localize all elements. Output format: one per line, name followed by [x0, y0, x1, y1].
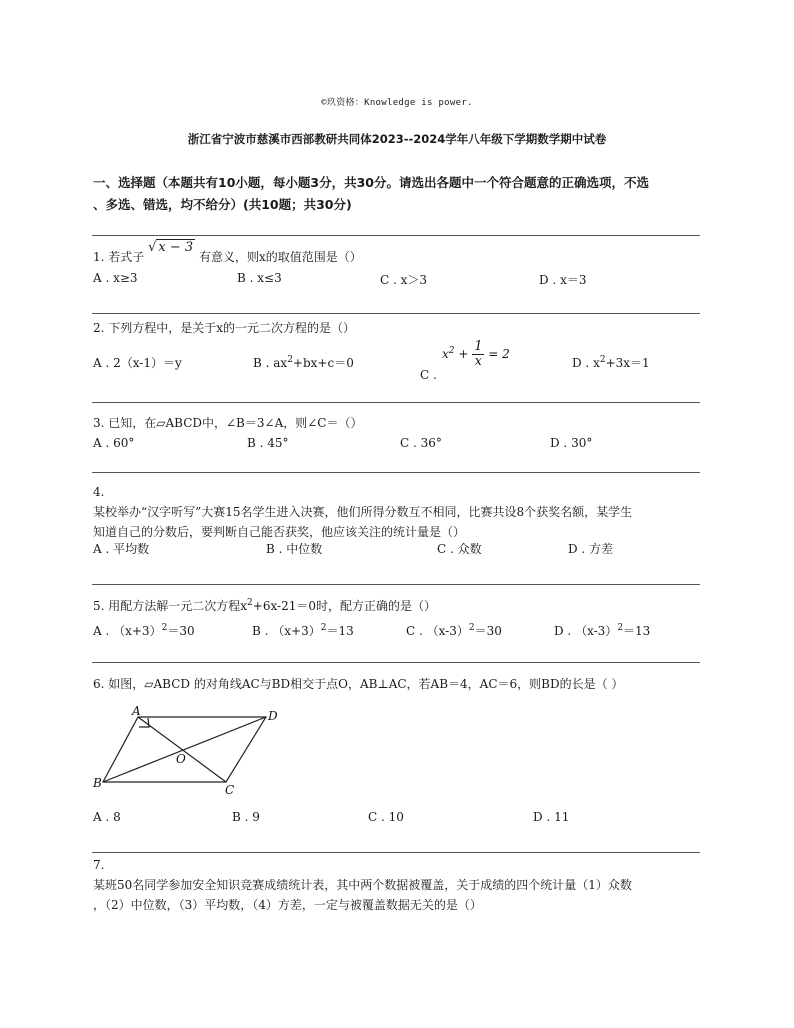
- q5-d-base: D . （x-3）: [554, 624, 618, 638]
- q5-b-exponent: 2: [320, 623, 327, 633]
- question-5: [93, 593, 705, 616]
- q5-d-rest: ＝13: [623, 624, 651, 638]
- q5-option-c[interactable]: [406, 622, 502, 639]
- question-1: [93, 240, 705, 268]
- q2-c-plus: +: [454, 347, 473, 361]
- question-7-number: 7.: [93, 858, 105, 872]
- question-2: 2. 下列方程中，是关于x的一元二次方程的是（）: [93, 321, 356, 335]
- vertex-label-a: A: [132, 705, 141, 718]
- question-5-prefix: 5. 用配方法解一元二次方程x: [93, 599, 248, 613]
- header-motto: ©玖资格：Knowledge is power.: [321, 98, 473, 108]
- fraction-numerator: 1: [474, 339, 483, 354]
- q2-c-x: x: [442, 347, 449, 361]
- question-7: [93, 855, 705, 915]
- parallelogram-figure: [88, 705, 298, 800]
- center-label-o: O: [176, 752, 186, 766]
- divider: [92, 313, 700, 314]
- question-4-line-1: 某校举办“汉字听写”大赛15名学生进入决赛，他们所得分数互不相同，比赛共设8个获奖名额，某学生: [93, 505, 633, 519]
- q1-option-b[interactable]: B . x≤3: [237, 271, 282, 285]
- q2-d-base: D . x: [572, 356, 600, 370]
- fraction-denominator: x: [474, 354, 483, 369]
- q5-a-exponent: 2: [161, 623, 168, 633]
- fraction: [472, 340, 484, 369]
- question-4: [93, 482, 705, 542]
- q2-b-exponent: 2: [287, 355, 293, 365]
- question-7-line-1: 某班50名同学参加安全知识竞赛成绩统计表，其中两个数据被覆盖，关于成绩的四个统计量（1）众数: [93, 878, 632, 892]
- divider: [92, 852, 700, 853]
- q2-option-c-expression: [442, 340, 510, 369]
- q2-option-d[interactable]: [572, 354, 650, 371]
- question-1-suffix: 有意义，则x的取值范围是（）: [198, 250, 362, 264]
- q5-exponent: 2: [247, 598, 253, 608]
- vertex-label-c: C: [225, 783, 235, 797]
- exam-title: 浙江省宁波市慈溪市西部教研共同体2023--2024学年八年级下学期数学期中试卷: [187, 132, 607, 146]
- q6-option-d[interactable]: D . 11: [533, 810, 570, 824]
- q5-option-a[interactable]: [93, 622, 195, 639]
- diagonal-ac: [138, 717, 226, 782]
- section-heading-line-2: 、多选、错选，均不给分）(共10题；共30分): [93, 197, 352, 212]
- divider: [92, 584, 700, 585]
- section-heading-line-1: 一、选择题（本题共有10小题，每小题3分，共30分。请选出各题中一个符合题意的正确选项，不选: [93, 175, 649, 190]
- q2-b-base: B . ax: [253, 356, 288, 370]
- q5-option-d[interactable]: [554, 622, 650, 639]
- question-4-number: 4.: [93, 485, 105, 499]
- q1-option-c[interactable]: C . x＞3: [380, 273, 428, 287]
- vertex-label-d: D: [268, 709, 278, 723]
- q5-c-base: C . （x-3）: [406, 624, 469, 638]
- q5-b-base: B . （x+3）: [252, 624, 321, 638]
- q5-option-b[interactable]: [252, 622, 354, 639]
- divider: [92, 662, 700, 663]
- q3-option-b[interactable]: B . 45°: [247, 436, 289, 450]
- vertex-label-b: B: [93, 776, 102, 790]
- section-heading: [93, 172, 705, 216]
- q2-option-b[interactable]: [253, 354, 354, 371]
- q2-c-exponent: 2: [448, 346, 455, 356]
- q4-option-b[interactable]: B . 中位数: [266, 542, 323, 556]
- q2-option-a[interactable]: A . 2（x-1）＝y: [93, 356, 182, 370]
- q4-option-d[interactable]: D . 方差: [568, 542, 614, 556]
- q5-a-rest: ＝30: [167, 624, 195, 638]
- q5-c-rest: ＝30: [474, 624, 502, 638]
- q6-option-b[interactable]: B . 9: [232, 810, 260, 824]
- question-3: 3. 已知，在▱ABCD中，∠B＝3∠A，则∠C＝（）: [93, 416, 363, 430]
- q3-option-d[interactable]: D . 30°: [550, 436, 593, 450]
- radicand: x − 3: [158, 240, 194, 255]
- q1-option-a[interactable]: A . x≥3: [93, 271, 138, 285]
- q2-option-c-label[interactable]: C .: [420, 368, 437, 382]
- divider: [92, 235, 700, 236]
- q3-option-a[interactable]: A . 60°: [93, 436, 135, 450]
- q4-option-c[interactable]: C . 众数: [437, 542, 482, 556]
- question-7-line-2: ，（2）中位数，（3）平均数，（4）方差，一定与被覆盖数据无关的是（）: [93, 898, 482, 912]
- q5-a-base: A . （x+3）: [93, 624, 162, 638]
- q6-option-c[interactable]: C . 10: [368, 810, 404, 824]
- sqrt-expression: √ x − 3: [148, 240, 194, 255]
- question-4-line-2: 知道自己的分数后，要判断自己能否获奖，他应该关注的统计量是（）: [93, 525, 466, 539]
- q4-option-a[interactable]: A . 平均数: [93, 542, 150, 556]
- q6-option-a[interactable]: A . 8: [93, 810, 121, 824]
- divider: [92, 402, 700, 403]
- q2-c-equals: = 2: [484, 347, 510, 361]
- q1-option-d[interactable]: D . x＝3: [539, 273, 587, 287]
- question-6: 6. 如图，▱ABCD 的对角线AC与BD相交于点O，AB⊥AC，若AB＝4，AC＝6，则BD的长是（ ）: [93, 677, 624, 691]
- question-1-prefix: 1. 若式子: [93, 250, 145, 264]
- q5-c-exponent: 2: [468, 623, 475, 633]
- divider: [92, 472, 700, 473]
- q2-b-rest: +bx+c＝0: [292, 356, 354, 370]
- q2-d-rest: +3x＝1: [605, 356, 650, 370]
- q2-d-exponent: 2: [599, 355, 606, 365]
- q3-option-c[interactable]: C . 36°: [400, 436, 442, 450]
- question-5-suffix: +6x-21＝0时，配方正确的是（）: [252, 599, 436, 613]
- q5-d-exponent: 2: [617, 623, 624, 633]
- diagonal-bd: [103, 717, 266, 782]
- q5-b-rest: ＝13: [326, 624, 354, 638]
